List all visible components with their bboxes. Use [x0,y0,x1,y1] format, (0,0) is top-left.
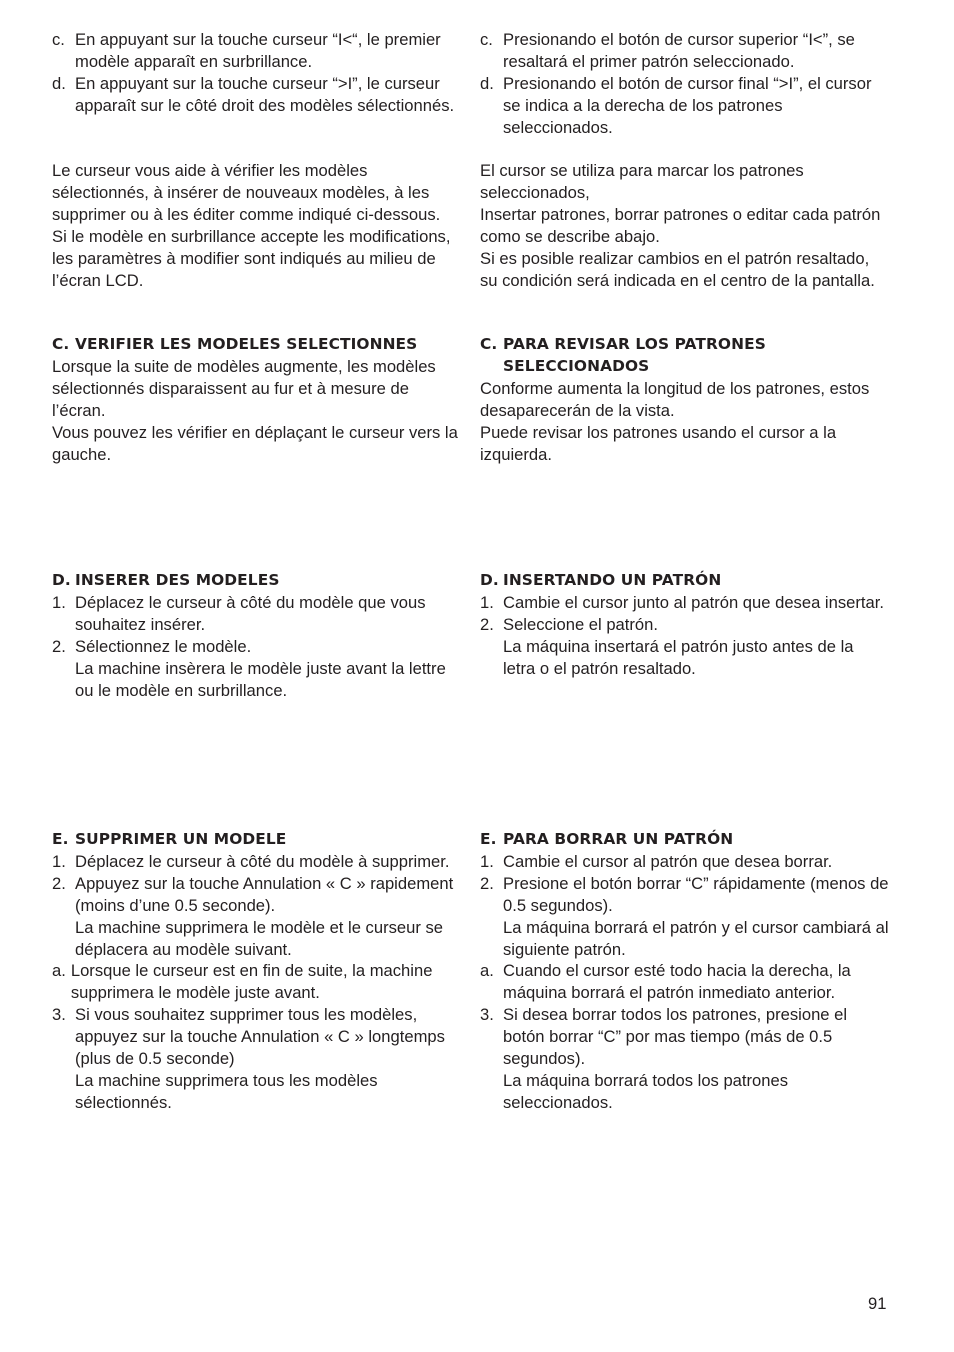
list-item: 1. Déplacez le curseur à côté du modèle à supprimer. [52,851,450,871]
section-heading: E. SUPPRIMER UN MODELE [52,830,287,848]
section-heading: C. PARA REVISAR LOS PATRONES SELECCIONADOS [480,335,766,375]
paragraph: Conforme aumenta la longitud de los patrones, estos desaparecerán de la vista. [480,378,870,420]
list-item: a. Lorsque le curseur est en fin de suite, la machine supprimera le modèle juste avant. [52,961,433,1003]
list-item: d. En appuyant sur la touche curseur “>I”, le curseur apparaît sur le côté droit des modèles sélectionnés. [52,73,455,115]
section-e [480,829,890,1114]
list-item-continuation: La máquina borrará el patrón y el cursor cambiará al siguiente patrón. [503,917,889,959]
list-item-continuation: La máquina borrará todos los patrones seleccionados. [503,1070,789,1112]
section-heading: C. VERIFIER LES MODELES SELECTIONNES [52,335,418,353]
paragraph: Puede revisar los patrones usando el cursor a la izquierda. [480,422,837,464]
list-item: 1. Déplacez le curseur à côté du modèle que vous souhaitez insérer. [52,592,426,634]
list-item: 1. Cambie el cursor junto al patrón que desea insertar. [480,592,884,612]
list-item-continuation: La máquina insertará el patrón justo antes de la letra o el patrón resaltado. [503,636,854,678]
section-heading: D. INSERER DES MODELES [52,571,280,589]
list-item-continuation: La machine insèrera le modèle juste avant la lettre ou le modèle en surbrillance. [75,658,446,700]
list-item: c. En appuyant sur la touche curseur “I<“, le premier modèle apparaît en surbrillance. [52,30,441,71]
paragraph: El cursor se utiliza para marcar los patrones seleccionados, [480,161,804,202]
list-item: 2. Presione el botón borrar “C” rápidamente (menos de 0.5 segundos). [480,873,889,915]
paragraph: Si le modèle en surbrillance accepte les modifications, les paramètres à modifier sont indiqués au milieu de l’écran LCD. [52,226,451,290]
list-item: 2. Seleccione el patrón. [480,614,658,634]
intro-text [52,160,462,291]
section-d [480,570,890,680]
list-item: 3. Si desea borrar todos los patrones, presione el botón borrar “C” por mas tiempo (más de 0.5 segundos). [480,1005,848,1069]
section-d [52,570,462,701]
paragraph: Vous pouvez les vérifier en déplaçant le curseur vers la gauche. [52,422,458,464]
section-e [52,829,462,1114]
paragraph: Insertar patrones, borrar patrones o editar cada patrón como se describe abajo. [480,204,881,246]
page-number: 91 [868,1294,887,1313]
list-item: 3. Si vous souhaitez supprimer tous les modèles, appuyez sur la touche Annulation « C » longtemps (plus de 0.5 seconde) [52,1005,445,1069]
section-c [480,334,890,465]
list-item: d. Presionando el botón de cursor final “>I”, el cursor se indica a la derecha de los patrones seleccionados. [480,73,872,137]
paragraph: Lorsque la suite de modèles augmente, les modèles sélectionnés disparaissent au fur et à mesure de l’écran. [52,356,436,420]
cursor-list [480,29,890,139]
list-item: a. Cuando el cursor esté todo hacia la derecha, la máquina borrará el patrón inmediato anterior. [480,961,851,1003]
section-heading: D. INSERTANDO UN PATRÓN [480,571,722,589]
paragraph: Si es posible realizar cambios en el patrón resaltado, su condición será indicada en el centro de la pantalla. [480,248,875,290]
list-item-continuation: La machine supprimera le modèle et le curseur se déplacera au modèle suivant. [75,917,444,959]
list-item: 2. Appuyez sur la touche Annulation « C » rapidement (moins d’une 0.5 seconde). [52,873,454,915]
list-item: c. Presionando el botón de cursor superior “I<”, se resaltará el primer patrón seleccionado. [480,30,855,71]
section-c [52,334,462,465]
list-item: 2. Sélectionnez le modèle. [52,636,252,656]
list-item: 1. Cambie el cursor al patrón que desea borrar. [480,851,833,871]
intro-text [480,160,890,291]
section-heading: E. PARA BORRAR UN PATRÓN [480,830,734,848]
cursor-list [52,29,462,117]
paragraph: Le curseur vous aide à vérifier les modèles sélectionnés, à insérer de nouveaux modèles, à les supprimer ou à les éditer comme indiqué ci-dessous. [52,161,441,224]
list-item-continuation: La machine supprimera tous les modèles sélectionnés. [75,1070,378,1112]
